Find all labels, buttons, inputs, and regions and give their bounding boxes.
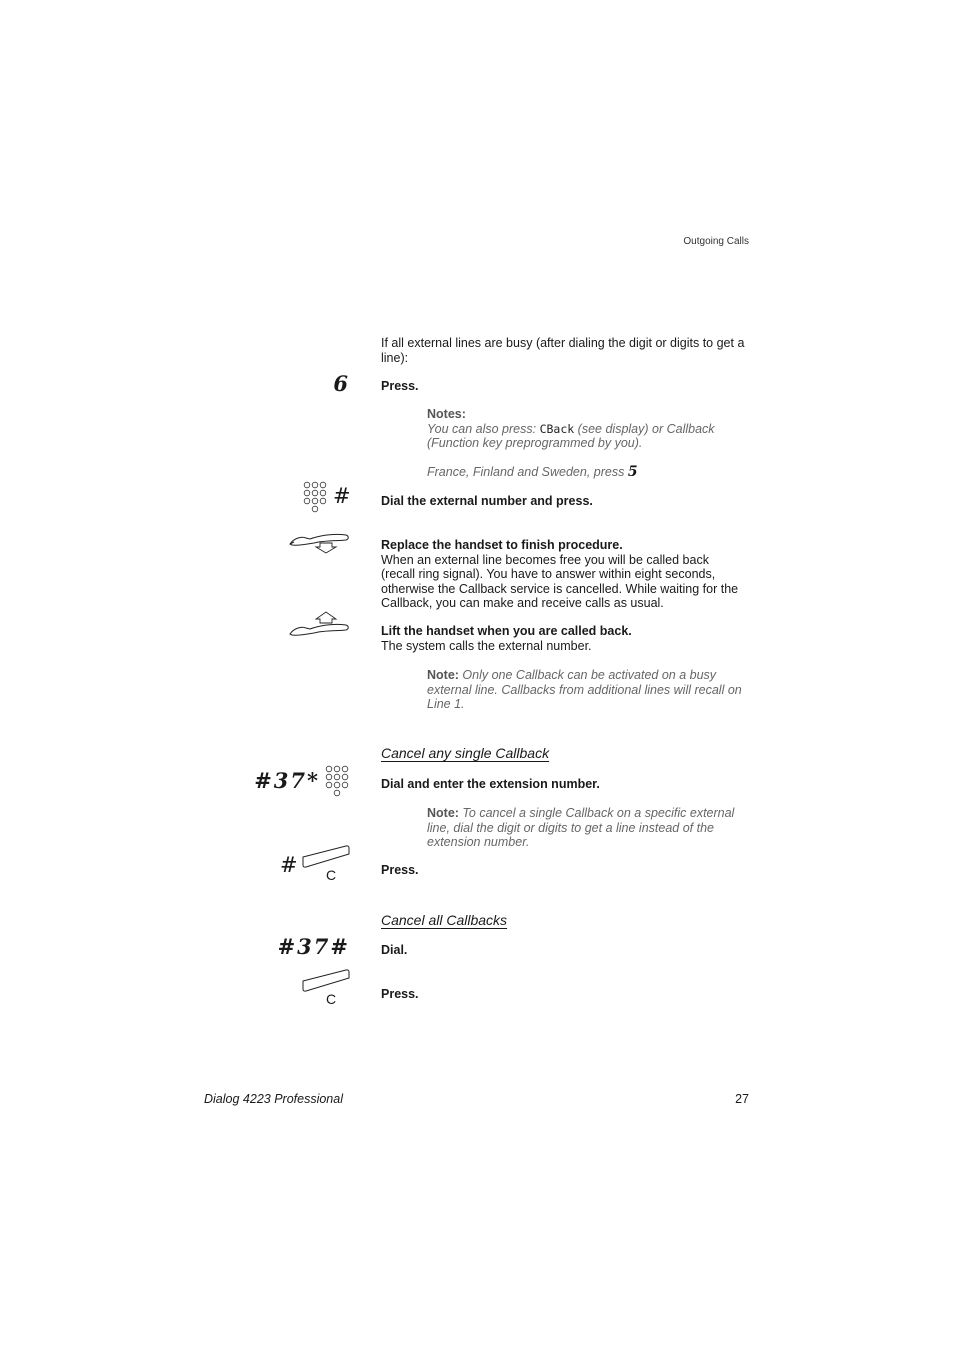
- notes-block: [427, 407, 747, 479]
- notes-france: [427, 465, 747, 480]
- lift-instruction: Lift the handset when you are called back.: [381, 624, 632, 638]
- france-text: France, Finland and Sweden, press: [427, 464, 628, 479]
- clear-key-label: C: [326, 867, 337, 883]
- lift-body: The system calls the external number.: [381, 638, 592, 653]
- cancel-all-heading: Cancel all Callbacks: [381, 912, 508, 928]
- notes-post: (see display) or Callback (Function key preprogrammed by you).: [427, 421, 715, 450]
- key-sequence-hash-37-hash: #37#: [277, 934, 350, 959]
- cancel-single-heading: Cancel any single Callback: [381, 745, 550, 761]
- replace-body: When an external line becomes free you will be called back (recall ring signal). You have to answer within eight seconds, otherwise the Callback service is cancelled. While waiting for the Callback, you can make and receive calls as usual.: [381, 552, 739, 610]
- dial-external-instruction: Dial the external number and press.: [381, 494, 593, 508]
- cback-display-key: CBack: [539, 421, 575, 436]
- footer-product: Dialog 4223 Professional: [204, 1092, 343, 1106]
- notes-label: Notes:: [427, 407, 466, 421]
- replace-block: [381, 538, 746, 611]
- replace-instruction: Replace the handset to finish procedure.: [381, 538, 623, 552]
- notes-text: [427, 422, 747, 451]
- lift-block: [381, 624, 746, 653]
- hash-key-2: #: [280, 853, 298, 877]
- hash-key: #: [333, 484, 351, 508]
- press-clear-instruction: Press.: [381, 863, 419, 877]
- keypad-icon: [303, 481, 329, 517]
- handset-down-icon: [288, 529, 350, 555]
- keypad-icon-2: [325, 765, 351, 801]
- key-5: 5: [627, 463, 638, 480]
- press-clear-instruction-2: Press.: [381, 987, 419, 1001]
- key-sequence-hash-37-star: #37*: [254, 768, 320, 793]
- page-number: 27: [735, 1092, 749, 1106]
- note-text: Only one Callback can be activated on a busy external line. Callbacks from additional lines will recall on Line 1.: [427, 668, 742, 711]
- dial-extension-instruction: Dial and enter the extension number.: [381, 777, 600, 791]
- cancel-note-text: To cancel a single Callback on a specific external line, dial the digit or digits to get a line instead of the extension number.: [427, 806, 735, 849]
- key-6: 6: [333, 371, 350, 396]
- press-instruction: Press.: [381, 379, 419, 393]
- cancel-single-note: [427, 806, 747, 850]
- note-label: Note:: [427, 668, 459, 682]
- callback-note: [427, 668, 747, 712]
- intro-text: If all external lines are busy (after dialing the digit or digits to get a line):: [381, 336, 745, 365]
- handset-up-icon: [288, 611, 350, 641]
- cancel-note-label: Note:: [427, 806, 459, 820]
- dial-instruction: Dial.: [381, 943, 408, 957]
- running-header: Outgoing Calls: [683, 236, 749, 247]
- notes-pre: You can also press:: [427, 421, 540, 436]
- clear-key-label-2: C: [326, 991, 337, 1007]
